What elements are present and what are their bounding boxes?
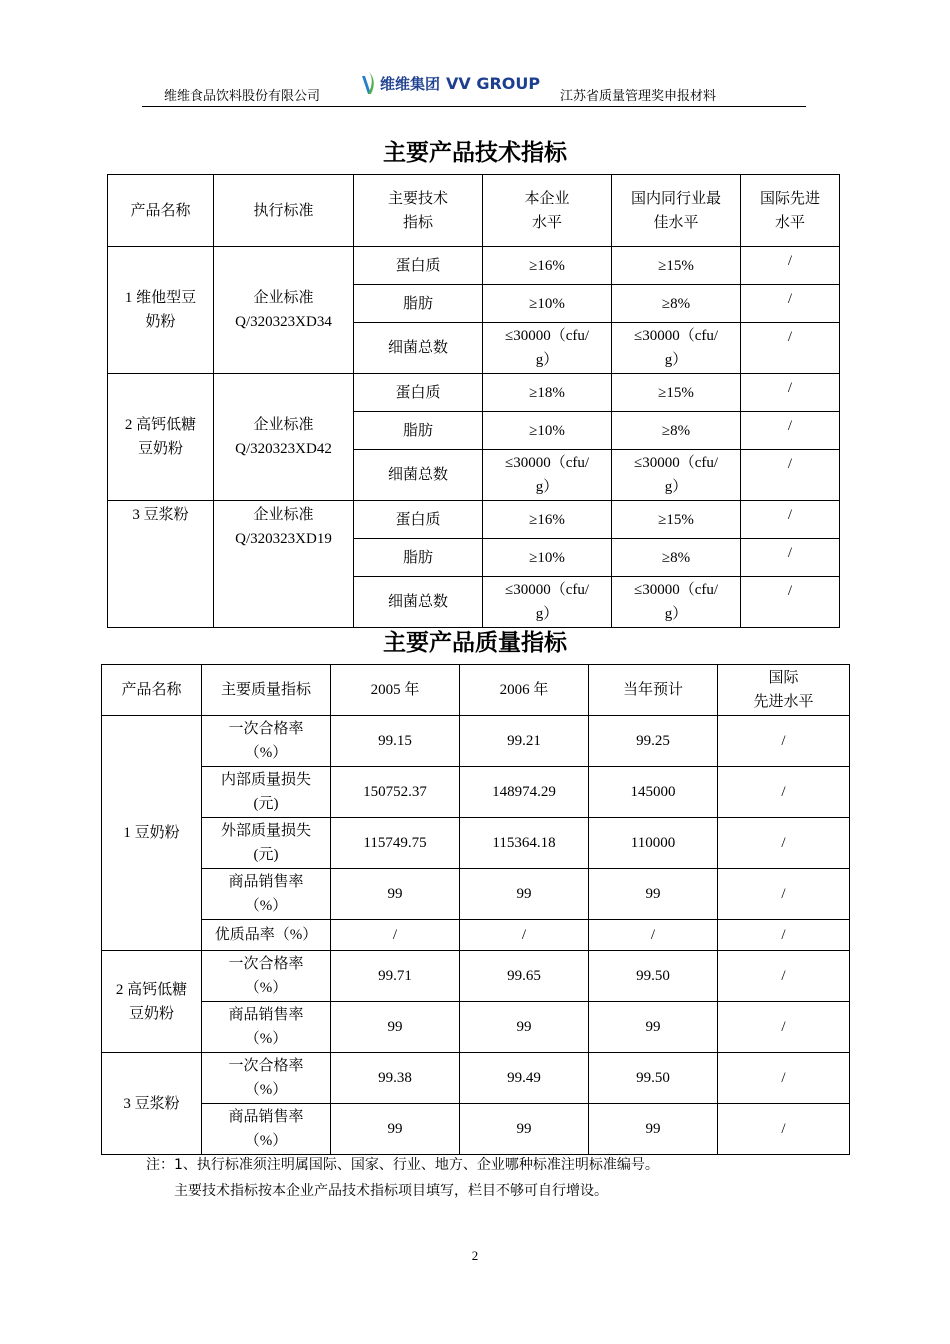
product-standard: 企业标准 Q/320323XD19 bbox=[214, 501, 354, 628]
value-forecast: 99 bbox=[589, 869, 718, 920]
table-row bbox=[102, 869, 850, 920]
intl-advanced-level: / bbox=[718, 716, 850, 767]
column-header: 国际先进 水平 bbox=[741, 175, 840, 247]
company-level: ≥16% bbox=[483, 247, 612, 285]
company-level: ≥10% bbox=[483, 285, 612, 323]
domestic-best-level: ≥15% bbox=[612, 501, 741, 539]
quality-indicator: 商品销售率 （%） bbox=[202, 1002, 331, 1053]
intl-advanced-level: / bbox=[741, 450, 840, 501]
quality-indicator: 一次合格率 （%） bbox=[202, 716, 331, 767]
column-header: 产品名称 bbox=[108, 175, 214, 247]
quality-indicator: 优质品率（%） bbox=[202, 920, 331, 951]
tech-section-title: 主要产品技术指标 bbox=[383, 140, 567, 166]
intl-advanced-level: / bbox=[718, 920, 850, 951]
value-2006: 148974.29 bbox=[460, 767, 589, 818]
column-header: 执行标准 bbox=[214, 175, 354, 247]
intl-advanced-level: / bbox=[741, 247, 840, 285]
product-standard: 企业标准 Q/320323XD42 bbox=[214, 374, 354, 501]
domestic-best-level: ≥15% bbox=[612, 247, 741, 285]
intl-advanced-level: / bbox=[741, 577, 840, 628]
column-header: 2005 年 bbox=[331, 665, 460, 716]
product-name: 1 豆奶粉 bbox=[102, 716, 202, 951]
quality-indicator: 商品销售率 （%） bbox=[202, 869, 331, 920]
product-name: 3 豆浆粉 bbox=[102, 1053, 202, 1155]
company-level: ≤30000（cfu/ g） bbox=[483, 323, 612, 374]
value-2005: 99 bbox=[331, 1104, 460, 1155]
product-name: 2 高钙低糖 豆奶粉 bbox=[102, 951, 202, 1053]
table-row bbox=[108, 501, 840, 539]
column-header: 本企业 水平 bbox=[483, 175, 612, 247]
table-header-row bbox=[108, 175, 840, 247]
intl-advanced-level: / bbox=[718, 951, 850, 1002]
table-row bbox=[102, 818, 850, 869]
logo-cn-text: 维维集团 bbox=[380, 74, 441, 93]
company-level: ≥18% bbox=[483, 374, 612, 412]
document-title: 江苏省质量管理奖申报材料 bbox=[560, 89, 717, 104]
value-2005: 99 bbox=[331, 869, 460, 920]
value-forecast: / bbox=[589, 920, 718, 951]
table-row bbox=[102, 951, 850, 1002]
value-2006: / bbox=[460, 920, 589, 951]
value-2005: 99 bbox=[331, 1002, 460, 1053]
column-header: 国内同行业最 佳水平 bbox=[612, 175, 741, 247]
value-forecast: 99 bbox=[589, 1104, 718, 1155]
indicator-name: 蛋白质 bbox=[354, 501, 483, 539]
intl-advanced-level: / bbox=[741, 285, 840, 323]
intl-advanced-level: / bbox=[741, 323, 840, 374]
indicator-name: 脂肪 bbox=[354, 539, 483, 577]
product-name: 3 豆浆粉 bbox=[108, 501, 214, 628]
quality-section-title: 主要产品质量指标 bbox=[383, 630, 567, 656]
company-level: ≥16% bbox=[483, 501, 612, 539]
value-2005: 115749.75 bbox=[331, 818, 460, 869]
value-forecast: 99.50 bbox=[589, 951, 718, 1002]
intl-advanced-level: / bbox=[741, 374, 840, 412]
indicator-name: 细菌总数 bbox=[354, 323, 483, 374]
value-forecast: 99.50 bbox=[589, 1053, 718, 1104]
table-row bbox=[108, 374, 840, 412]
table-row bbox=[102, 1002, 850, 1053]
company-level: ≤30000（cfu/ g） bbox=[483, 450, 612, 501]
indicator-name: 蛋白质 bbox=[354, 374, 483, 412]
intl-advanced-level: / bbox=[741, 412, 840, 450]
company-name: 维维食品饮料股份有限公司 bbox=[164, 89, 321, 104]
intl-advanced-level: / bbox=[741, 501, 840, 539]
value-2006: 99.21 bbox=[460, 716, 589, 767]
quality-indicator: 外部质量损失 (元) bbox=[202, 818, 331, 869]
note-line-1: 注：1、执行标准须注明属国际、国家、行业、地方、企业哪种标准注明标准编号。 bbox=[146, 1157, 659, 1173]
domestic-best-level: ≤30000（cfu/ g） bbox=[612, 323, 741, 374]
intl-advanced-level: / bbox=[718, 767, 850, 818]
table-row bbox=[102, 767, 850, 818]
company-level: ≥10% bbox=[483, 539, 612, 577]
value-2006: 99 bbox=[460, 869, 589, 920]
table-row bbox=[102, 716, 850, 767]
quality-indicators-table bbox=[101, 664, 850, 1155]
value-2006: 115364.18 bbox=[460, 818, 589, 869]
domestic-best-level: ≤30000（cfu/ g） bbox=[612, 577, 741, 628]
table-row bbox=[102, 1104, 850, 1155]
domestic-best-level: ≥15% bbox=[612, 374, 741, 412]
value-2005: 99.71 bbox=[331, 951, 460, 1002]
domestic-best-level: ≤30000（cfu/ g） bbox=[612, 450, 741, 501]
column-header: 国际 先进水平 bbox=[718, 665, 850, 716]
table-row bbox=[108, 247, 840, 285]
indicator-name: 脂肪 bbox=[354, 285, 483, 323]
column-header: 当年预计 bbox=[589, 665, 718, 716]
quality-indicator: 内部质量损失 (元) bbox=[202, 767, 331, 818]
value-forecast: 110000 bbox=[589, 818, 718, 869]
page-header bbox=[142, 66, 806, 107]
intl-advanced-level: / bbox=[718, 869, 850, 920]
domestic-best-level: ≥8% bbox=[612, 539, 741, 577]
vv-group-logo bbox=[360, 68, 540, 98]
domestic-best-level: ≥8% bbox=[612, 285, 741, 323]
indicator-name: 细菌总数 bbox=[354, 450, 483, 501]
value-forecast: 99 bbox=[589, 1002, 718, 1053]
logo-en-text: VV GROUP bbox=[446, 73, 541, 93]
value-2006: 99 bbox=[460, 1002, 589, 1053]
table-row bbox=[102, 920, 850, 951]
quality-indicator: 商品销售率 （%） bbox=[202, 1104, 331, 1155]
value-2006: 99.49 bbox=[460, 1053, 589, 1104]
page-number: 2 bbox=[471, 1248, 479, 1263]
column-header: 主要质量指标 bbox=[202, 665, 331, 716]
column-header: 产品名称 bbox=[102, 665, 202, 716]
table-row bbox=[102, 1053, 850, 1104]
value-2005: 99.15 bbox=[331, 716, 460, 767]
vv-logo-icon bbox=[360, 70, 378, 96]
intl-advanced-level: / bbox=[718, 1053, 850, 1104]
company-level: ≤30000（cfu/ g） bbox=[483, 577, 612, 628]
intl-advanced-level: / bbox=[741, 539, 840, 577]
product-standard: 企业标准 Q/320323XD34 bbox=[214, 247, 354, 374]
product-name: 1 维他型豆 奶粉 bbox=[108, 247, 214, 374]
intl-advanced-level: / bbox=[718, 1002, 850, 1053]
value-2005: 150752.37 bbox=[331, 767, 460, 818]
intl-advanced-level: / bbox=[718, 1104, 850, 1155]
value-2006: 99.65 bbox=[460, 951, 589, 1002]
indicator-name: 细菌总数 bbox=[354, 577, 483, 628]
tech-indicators-table bbox=[107, 174, 840, 628]
note-line-2: 主要技术指标按本企业产品技术指标项目填写，栏目不够可自行增设。 bbox=[174, 1183, 608, 1199]
indicator-name: 蛋白质 bbox=[354, 247, 483, 285]
intl-advanced-level: / bbox=[718, 818, 850, 869]
indicator-name: 脂肪 bbox=[354, 412, 483, 450]
value-forecast: 145000 bbox=[589, 767, 718, 818]
quality-indicator: 一次合格率 （%） bbox=[202, 951, 331, 1002]
value-2005: 99.38 bbox=[331, 1053, 460, 1104]
company-level: ≥10% bbox=[483, 412, 612, 450]
value-2005: / bbox=[331, 920, 460, 951]
domestic-best-level: ≥8% bbox=[612, 412, 741, 450]
value-2006: 99 bbox=[460, 1104, 589, 1155]
column-header: 2006 年 bbox=[460, 665, 589, 716]
value-forecast: 99.25 bbox=[589, 716, 718, 767]
column-header: 主要技术 指标 bbox=[354, 175, 483, 247]
quality-indicator: 一次合格率 （%） bbox=[202, 1053, 331, 1104]
table-header-row bbox=[102, 665, 850, 716]
product-name: 2 高钙低糖 豆奶粉 bbox=[108, 374, 214, 501]
